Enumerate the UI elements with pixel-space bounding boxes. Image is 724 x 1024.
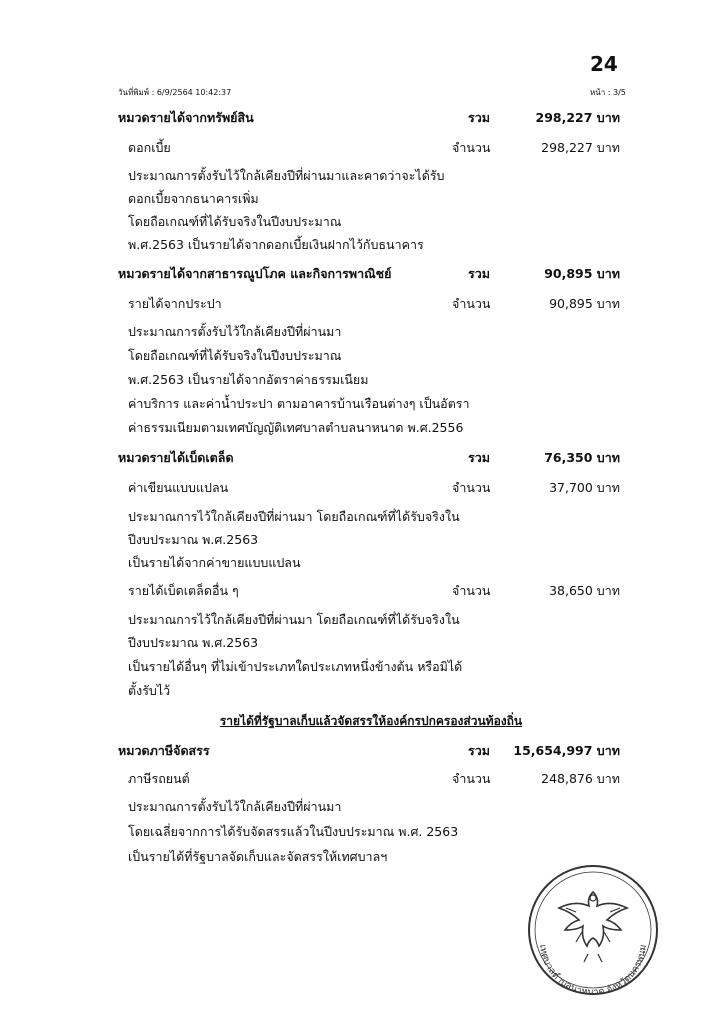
- item-label: ดอกเบี้ย: [128, 140, 171, 155]
- note-line: พ.ศ.2563 เป็นรายได้จากดอกเบี้ยเงินฝากไว้กับธนาคาร: [128, 237, 424, 252]
- note-line: เป็นรายได้ที่รัฐบาลจัดเก็บและจัดสรรให้เทศบาลฯ: [128, 849, 388, 864]
- item-amount: 298,227 บาท: [541, 140, 620, 155]
- section-title-misc: หมวดรายได้เบ็ดเตล็ด: [118, 450, 234, 465]
- item-amount-label: จำนวน: [452, 296, 491, 311]
- section-total-label: รวม: [468, 266, 490, 281]
- item-amount: 248,876 บาท: [541, 771, 620, 786]
- note-line: ค่าธรรมเนียมตามเทศบัญญัติเทศบาลตำบลนาหนาด พ.ศ.2556: [128, 420, 464, 435]
- section-total: 298,227 บาท: [535, 110, 620, 125]
- item-amount-label: จำนวน: [452, 771, 491, 786]
- item-amount: 90,895 บาท: [549, 296, 620, 311]
- note-line: ประมาณการไว้ใกล้เคียงปีที่ผ่านมา โดยถือเกณฑ์ที่ได้รับจริงใน: [128, 612, 460, 627]
- svg-text:เทศบาลตำบลนาหนาด จังหวัดนครพนม: [537, 944, 649, 998]
- note-line: ตั้งรับไว้: [128, 683, 171, 698]
- section-total-label: รวม: [468, 743, 490, 758]
- note-line: ประมาณการไว้ใกล้เคียงปีที่ผ่านมา โดยถือเกณฑ์ที่ได้รับจริงใน: [128, 509, 460, 524]
- note-line: ประมาณการตั้งรับไว้ใกล้เคียงปีที่ผ่านมา: [128, 799, 342, 814]
- item-amount-label: จำนวน: [452, 140, 491, 155]
- note-line: ประมาณการตั้งรับไว้ใกล้เคียงปีที่ผ่านมาและคาดว่าจะได้รับ: [128, 168, 445, 183]
- page-ref: หน้า : 3/5: [590, 88, 626, 97]
- section-total-label: รวม: [468, 450, 490, 465]
- note-line: ดอกเบี้ยจากธนาคารเพิ่ม: [128, 191, 259, 206]
- page-number: 24: [590, 52, 618, 76]
- note-line: ปีงบประมาณ พ.ศ.2563: [128, 532, 259, 547]
- print-date: วันที่พิมพ์ : 6/9/2564 10:42:37: [118, 88, 232, 97]
- item-amount-label: จำนวน: [452, 480, 491, 495]
- note-line: เป็นรายได้อื่นๆ ที่ไม่เข้าประเภทใดประเภทหนึ่งข้างต้น หรือมิได้: [128, 659, 463, 674]
- section-title-utilities: หมวดรายได้จากสาธารณูปโภค และกิจการพาณิชย์: [118, 266, 392, 281]
- section-total: 90,895 บาท: [544, 266, 620, 281]
- item-amount: 38,650 บาท: [549, 583, 620, 598]
- section-title-property: หมวดรายได้จากทรัพย์สิน: [118, 110, 254, 125]
- note-line: เป็นรายได้จากค่าขายแบบแปลน: [128, 555, 301, 570]
- section-total: 76,350 บาท: [544, 450, 620, 465]
- section-heading-allocated: รายได้ที่รัฐบาลเก็บแล้วจัดสรรให้องค์กรปกครองส่วนท้องถิ่น: [219, 714, 523, 728]
- item-label: รายได้จากประปา: [128, 296, 222, 311]
- note-line: พ.ศ.2563 เป็นรายได้จากอัตราค่าธรรมเนียม: [128, 372, 369, 387]
- item-amount-label: จำนวน: [452, 583, 491, 598]
- note-line: ค่าบริการ และค่าน้ำประปา ตามอาคารบ้านเรือนต่างๆ เป็นอัตรา: [128, 396, 470, 411]
- note-line: โดยถือเกณฑ์ที่ได้รับจริงในปีงบประมาณ: [128, 348, 342, 363]
- garuda-seal-icon: [518, 862, 668, 998]
- item-label: รายได้เบ็ดเตล็ดอื่น ๆ: [128, 583, 239, 598]
- item-label: ภาษีรถยนต์: [128, 771, 190, 786]
- section-total-label: รวม: [468, 110, 490, 125]
- seal-text: เทศบาลตำบลนาหนาด จังหวัดนครพนม: [537, 944, 649, 998]
- note-line: โดยถือเกณฑ์ที่ได้รับจริงในปีงบประมาณ: [128, 214, 342, 229]
- item-amount: 37,700 บาท: [549, 480, 620, 495]
- note-line: ปีงบประมาณ พ.ศ.2563: [128, 635, 259, 650]
- note-line: ประมาณการตั้งรับไว้ใกล้เคียงปีที่ผ่านมา: [128, 324, 342, 339]
- section-total: 15,654,997 บาท: [513, 743, 620, 758]
- official-seal: [518, 862, 668, 998]
- section-title-allocated-tax: หมวดภาษีจัดสรร: [118, 743, 210, 758]
- note-line: โดยเฉลี่ยจากการได้รับจัดสรรแล้วในปีงบประมาณ พ.ศ. 2563: [128, 824, 459, 839]
- item-label: ค่าเขียนแบบแปลน: [128, 480, 229, 495]
